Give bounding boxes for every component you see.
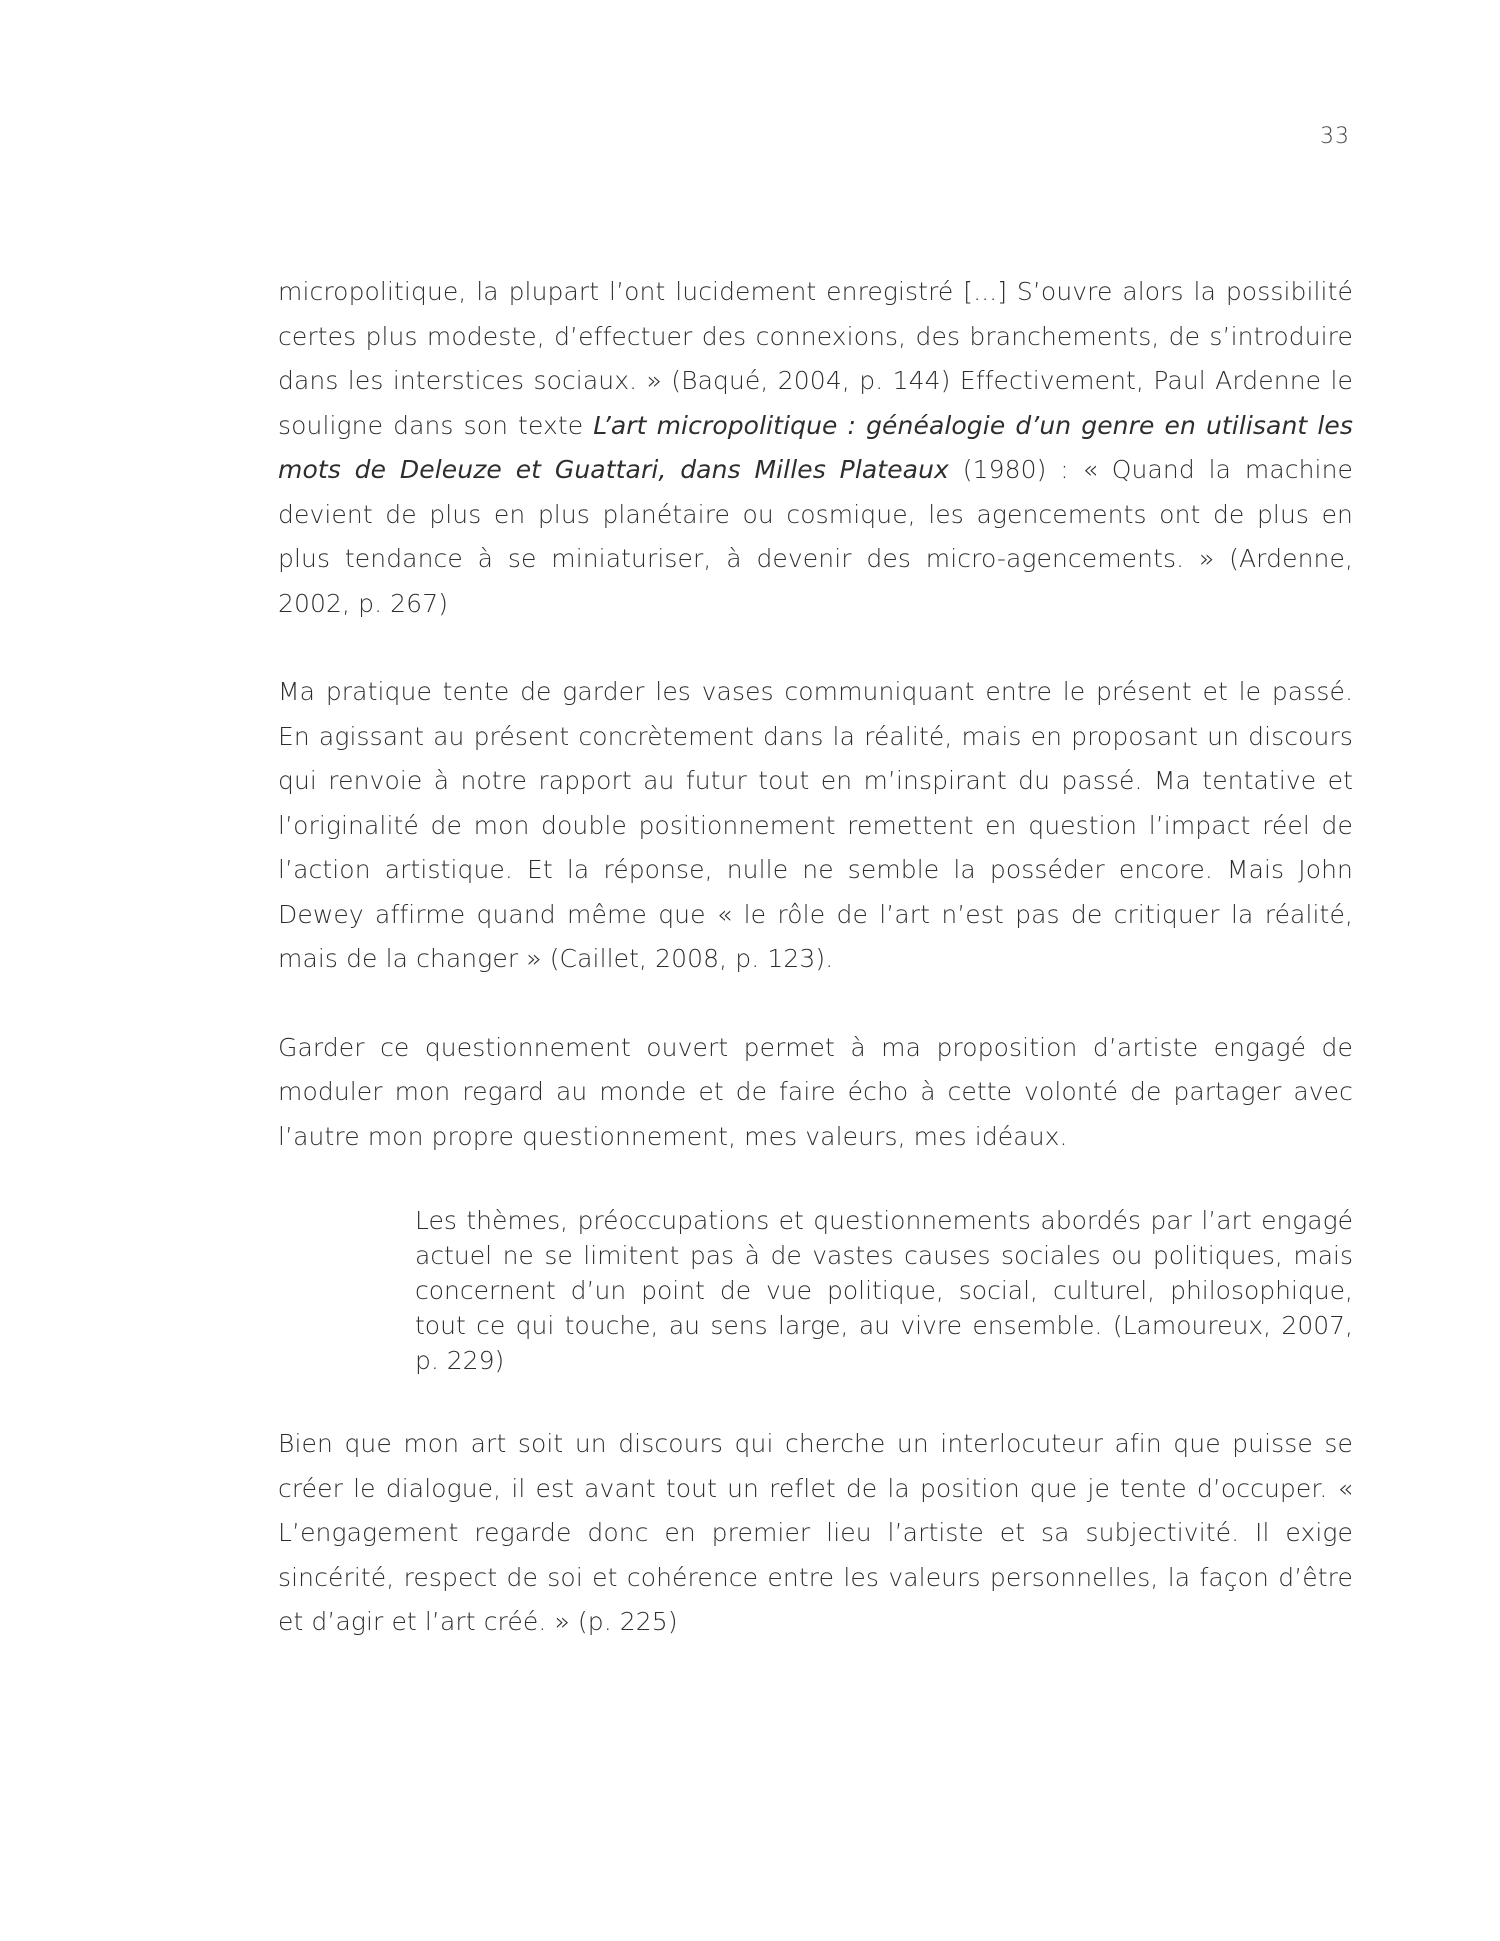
block-quote: Les thèmes, préoccupations et questionnements abordés par l’art engagé actuel ne se limitent pas à de vastes causes sociales ou politiques, mais concernent d’un point de vue politique, social, culturel, philosophique, tout ce qui touche, au sens large, au vivre ensemble. (Lamoureux, 2007, p. 229) xyxy=(415,1206,1353,1375)
paragraph-4: Bien que mon art soit un discours qui cherche un interlocuteur afin que puisse se créer le dialogue, il est avant tout un reflet de la position que je tente d’occuper. « L’engagement regarde donc en premier lieu l’artiste et sa subjectivité. Il exige sincérité, respect de soi et cohérence entre les valeurs personnelles, la façon d’être et d’agir et l’art créé. » (p. 225) xyxy=(278,1429,1353,1636)
paragraph-1-text-a: micropolitique, la plupart l’ont lucidement enregistré [...] S’ouvre alors la possibilité certes plus modeste, d’effectuer des connexions, des branchements, de s’introduire dans les interstices sociaux. » (Baqué, 2004, p. 144) Effectivement, Paul Ardenne le souligne dans son texte xyxy=(278,277,1353,440)
paragraph-1-text-b: (1980) : « Quand la machine devient de plus en plus planétaire ou cosmique, les agencements ont de plus en plus tendance à se miniaturiser, à devenir des micro-agencements. » (Ardenne, 2002, p. 267) xyxy=(278,455,1354,618)
page-number: 33 xyxy=(1320,124,1350,149)
paragraph-3: Garder ce questionnement ouvert permet à ma proposition d’artiste engagé de moduler mon regard au monde et de faire écho à cette volonté de partager avec l’autre mon propre questionnement, mes valeurs, mes idéaux. xyxy=(278,1032,1353,1151)
paragraph-1-italic-title: L’art micropolitique : généalogie d’un genre en utilisant les mots de Deleuze et Guattari, dans Milles Plateaux xyxy=(278,410,1353,484)
page-body xyxy=(278,270,1353,1645)
paragraph-1 xyxy=(278,270,1353,626)
paragraph-2: Ma pratique tente de garder les vases communiquant entre le présent et le passé. En agissant au présent concrètement dans la réalité, mais en proposant un discours qui renvoie à notre rapport au futur tout en m’inspirant du passé. Ma tentative et l’originalité de mon double positionnement remettent en question l’impact réel de l’action artistique. Et la réponse, nulle ne semble la posséder encore. Mais John Dewey affirme quand même que « le rôle de l’art n’est pas de critiquer la réalité, mais de la changer » (Caillet, 2008, p. 123). xyxy=(278,677,1353,973)
